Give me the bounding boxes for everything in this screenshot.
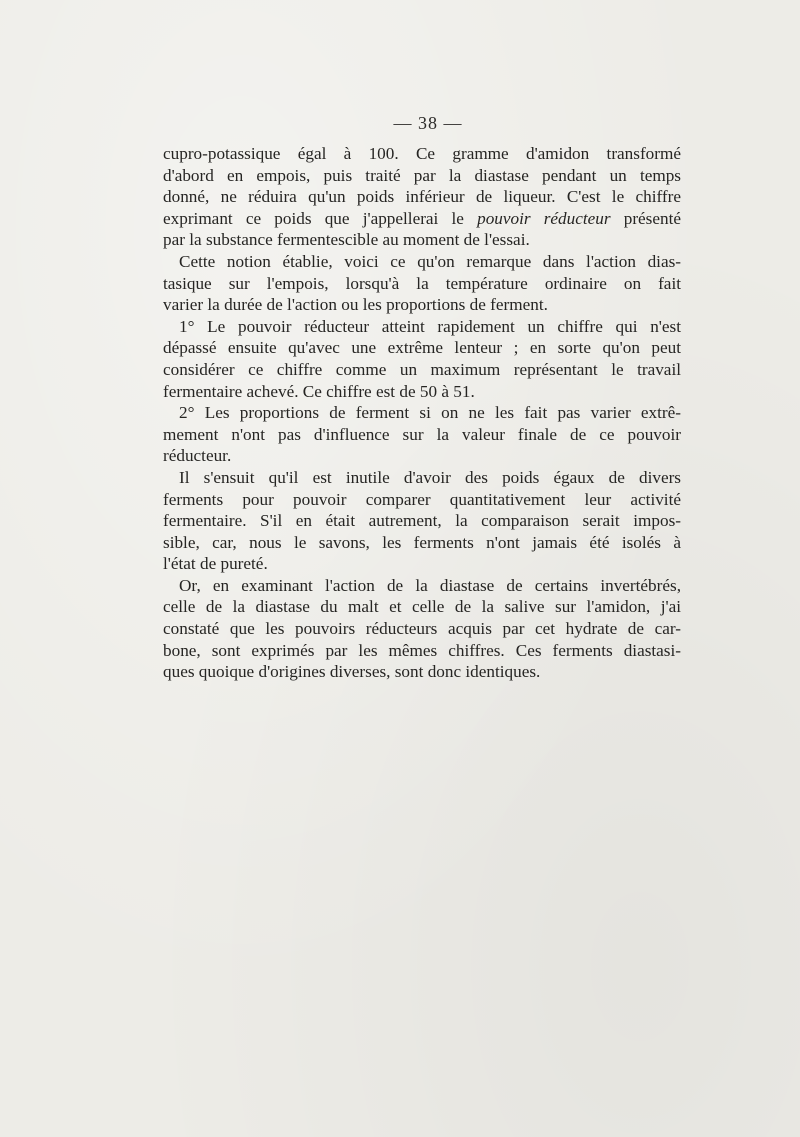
paragraph-3 bbox=[163, 316, 681, 402]
text-line: varier la durée de l'action ou les proportions de ferment. bbox=[163, 295, 548, 315]
text-segment: présenté bbox=[610, 208, 681, 228]
emphasis-pouvoir-reducteur: pouvoir réducteur bbox=[477, 208, 611, 228]
text-line: tasique sur l'empois, lorsqu'à la température ordinaire on fait bbox=[163, 273, 681, 293]
text-line: sible, car, nous le savons, les ferments n'ont jamais été isolés à bbox=[163, 532, 681, 552]
text-line: mement n'ont pas d'influence sur la valeur finale de ce pouvoir bbox=[163, 424, 681, 444]
paragraph-5 bbox=[163, 467, 681, 575]
text-line: dépassé ensuite qu'avec une extrême lenteur ; en sorte qu'on peut bbox=[163, 338, 681, 358]
text-line: constaté que les pouvoirs réducteurs acquis par cet hydrate de car- bbox=[163, 619, 681, 639]
text-line: cupro-potassique égal à 100. Ce gramme d'amidon transformé bbox=[163, 144, 681, 163]
paragraph-1 bbox=[163, 143, 681, 251]
text-line: 1° Le pouvoir réducteur atteint rapidement un chiffre qui n'est bbox=[179, 316, 681, 336]
text-line: ferments pour pouvoir comparer quantitativement leur activité bbox=[163, 489, 681, 509]
paragraph-2 bbox=[163, 251, 681, 316]
text-segment: exprimant ce poids que j'appellerai le bbox=[163, 208, 478, 228]
text-line: réducteur. bbox=[163, 446, 232, 466]
text-line: celle de la diastase du malt et celle de la salive sur l'amidon, j'ai bbox=[163, 597, 681, 617]
page-number: — 38 — bbox=[393, 113, 463, 133]
text-line: d'abord en empois, puis traité par la diastase pendant un temps bbox=[163, 165, 681, 185]
body-text bbox=[163, 143, 681, 683]
text-line: ques quoique d'origines diverses, sont donc identiques. bbox=[163, 662, 541, 682]
text-line: par la substance fermentescible au moment de l'essai. bbox=[163, 230, 530, 250]
text-line: donné, ne réduira qu'un poids inférieur de liqueur. C'est le chiffre bbox=[163, 187, 681, 207]
text-line: l'état de pureté. bbox=[163, 554, 268, 574]
text-line: fermentaire achevé. Ce chiffre est de 50 à 51. bbox=[163, 381, 475, 401]
paragraph-6 bbox=[163, 575, 681, 683]
text-line: Il s'ensuit qu'il est inutile d'avoir des poids égaux de divers bbox=[179, 467, 681, 487]
text-line: Cette notion établie, voici ce qu'on remarque dans l'action dias- bbox=[179, 251, 681, 271]
text-line: Or, en examinant l'action de la diastase de certains invertébrés, bbox=[179, 575, 681, 595]
text-line: bone, sont exprimés par les mêmes chiffres. Ces ferments diastasi- bbox=[163, 640, 681, 660]
text-line: fermentaire. S'il en était autrement, la comparaison serait impos- bbox=[163, 511, 681, 531]
paragraph-4 bbox=[163, 402, 681, 467]
text-line: 2° Les proportions de ferment si on ne les fait pas varier extrê- bbox=[179, 403, 681, 423]
text-line: considérer ce chiffre comme un maximum représentant le travail bbox=[163, 359, 681, 379]
text-line-with-emphasis bbox=[163, 208, 681, 230]
